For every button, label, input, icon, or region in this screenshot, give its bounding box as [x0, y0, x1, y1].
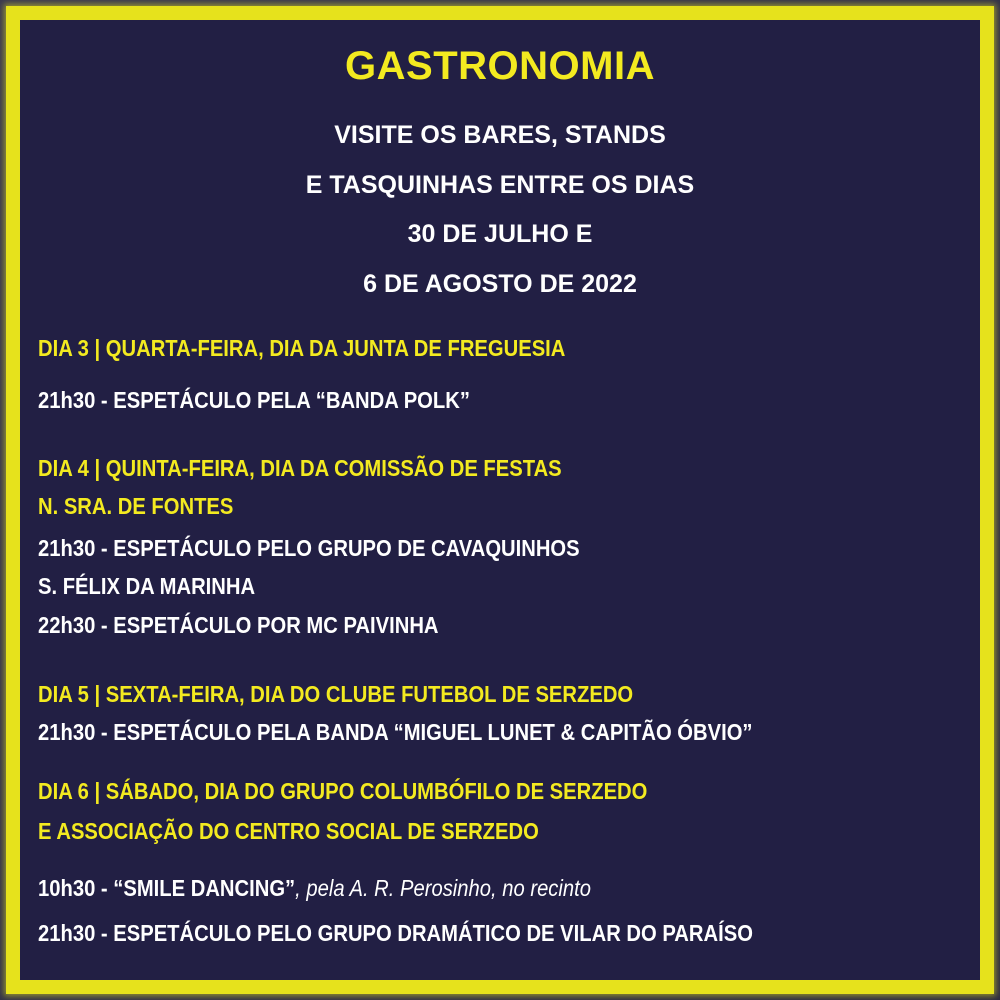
day-4-event-cont: S. FÉLIX DA MARINHA: [38, 573, 256, 599]
day-6-event: [38, 875, 591, 902]
day-4-event: 22h30 - ESPETÁCULO POR MC PAIVINHA: [38, 612, 439, 638]
poster-title: GASTRONOMIA: [345, 44, 655, 88]
day-3-heading: DIA 3 | QUARTA-FEIRA, DIA DA JUNTA DE FREGUESIA: [38, 335, 566, 361]
event-description: , pela A. R. Perosinho, no recinto: [295, 875, 592, 901]
intro-line: VISITE OS BARES, STANDS: [334, 121, 666, 149]
day-4-heading-cont: N. SRA. DE FONTES: [38, 493, 234, 519]
event-time-title: 10h30 - “SMILE DANCING”: [38, 875, 296, 901]
day-5-event: 21h30 - ESPETÁCULO PELA BANDA “MIGUEL LUNET & CAPITÃO ÓBVIO”: [38, 719, 753, 745]
day-6-event: 21h30 - ESPETÁCULO PELO GRUPO DRAMÁTICO DE VILAR DO PARAÍSO: [38, 920, 753, 946]
day-4-heading: DIA 4 | QUINTA-FEIRA, DIA DA COMISSÃO DE FESTAS: [38, 455, 562, 481]
intro-text: [0, 111, 1000, 309]
day-5-heading: DIA 5 | SEXTA-FEIRA, DIA DO CLUBE FUTEBOL DE SERZEDO: [38, 681, 634, 707]
day-3-event: 21h30 - ESPETÁCULO PELA “BANDA POLK”: [38, 387, 470, 413]
day-6-heading-cont: E ASSOCIAÇÃO DO CENTRO SOCIAL DE SERZEDO: [38, 818, 539, 844]
intro-line: E TASQUINHAS ENTRE OS DIAS: [305, 170, 695, 199]
day-6-heading: DIA 6 | SÁBADO, DIA DO GRUPO COLUMBÓFILO DE SERZEDO: [38, 778, 648, 804]
intro-line: 30 DE JULHO E: [407, 220, 593, 248]
intro-line: 6 DE AGOSTO DE 2022: [363, 269, 637, 298]
day-4-event: 21h30 - ESPETÁCULO PELO GRUPO DE CAVAQUINHOS: [38, 535, 580, 561]
